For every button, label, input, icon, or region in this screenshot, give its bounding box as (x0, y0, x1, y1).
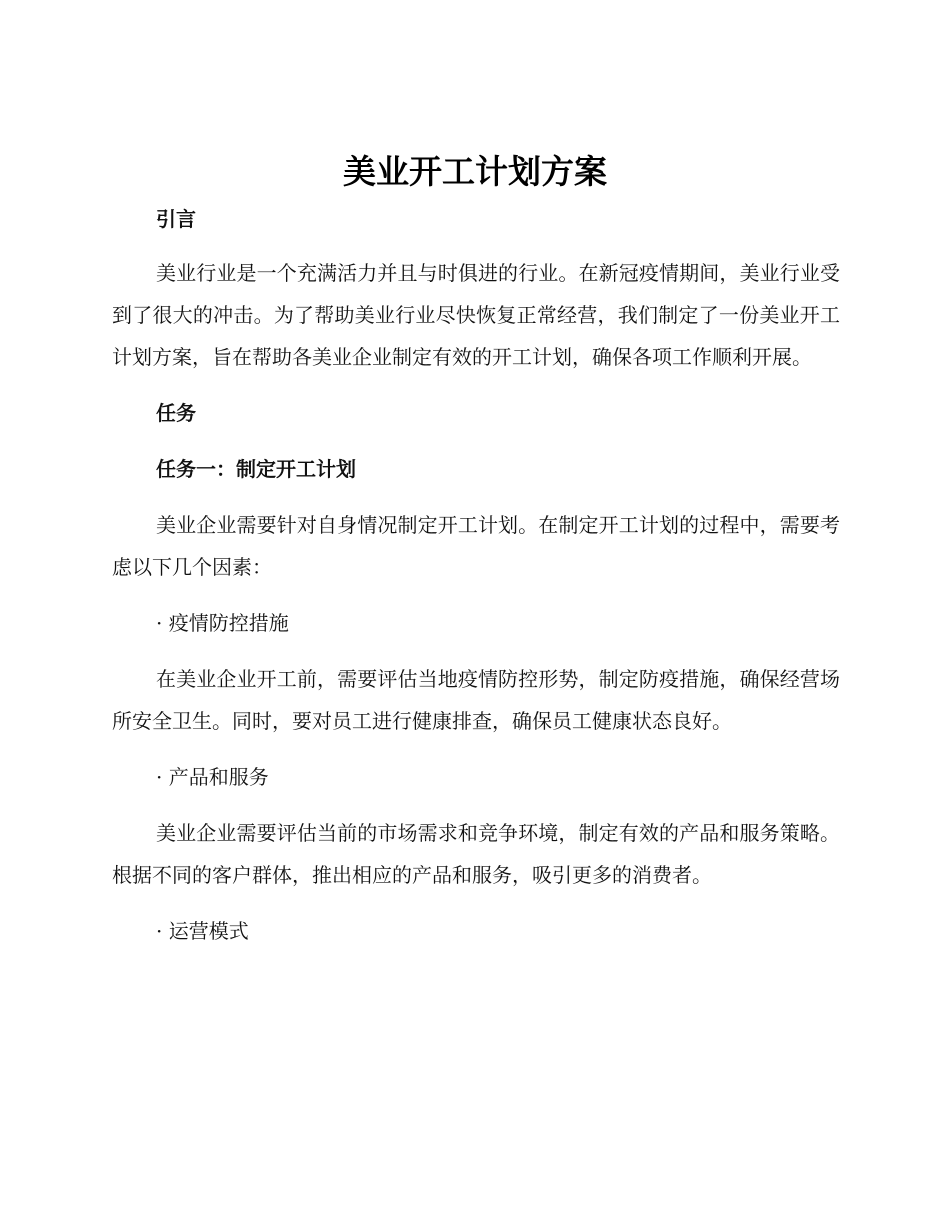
bullet2-paragraph: 美业企业需要评估当前的市场需求和竞争环境，制定有效的产品和服务策略。根据不同的客户群体，推出相应的产品和服务，吸引更多的消费者。 (112, 821, 840, 887)
intro-heading: 引言 (156, 207, 196, 231)
document-body (112, 198, 840, 952)
spacer (112, 588, 840, 602)
intro-paragraph: 美业行业是一个充满活力并且与时俱进的行业。在新冠疫情期间，美业行业受到了很大的冲击。为了帮助美业行业尽快恢复正常经营，我们制定了一份美业开工计划方案，旨在帮助各美业企业制定有效的开工计划，确保各项工作顺利开展。 (112, 261, 840, 369)
bullet1-paragraph: 在美业企业开工前，需要评估当地疫情防控形势，制定防疫措施，确保经营场所安全卫生。同时，要对员工进行健康排查，确保员工健康状态良好。 (112, 667, 840, 733)
task1-paragraph: 美业企业需要针对自身情况制定开工计划。在制定开工计划的过程中，需要考虑以下几个因素： (112, 513, 840, 579)
spacer (112, 644, 840, 658)
document-title: 美业开工计划方案 (343, 152, 607, 191)
spacer (112, 378, 840, 392)
tasks-heading: 任务 (156, 401, 196, 425)
task1-heading: 任务一：制定开工计划 (156, 457, 356, 481)
spacer (112, 896, 840, 910)
spacer (112, 240, 840, 252)
bullet-products-services: · 产品和服务 (156, 765, 269, 789)
spacer (112, 490, 840, 504)
spacer (112, 798, 840, 812)
spacer (112, 434, 840, 448)
bullet-epidemic-control: · 疫情防控措施 (156, 611, 289, 635)
spacer (112, 742, 840, 756)
bullet-operation-model: · 运营模式 (156, 919, 249, 943)
